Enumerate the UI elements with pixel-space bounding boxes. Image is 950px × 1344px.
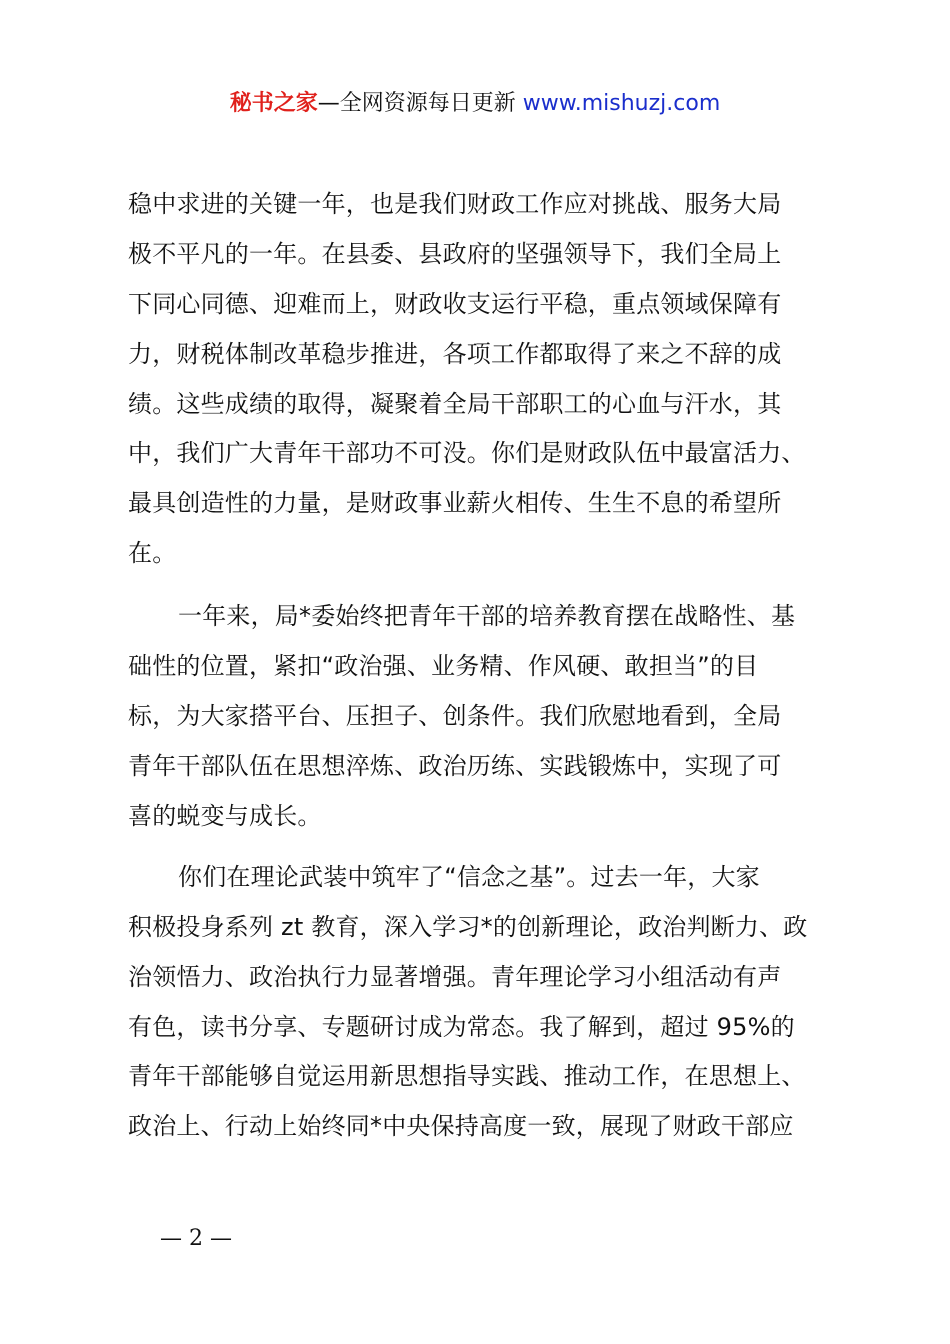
text-line: 积极投身系列 zt 教育，深入学习*的创新理论，政治判断力、政: [128, 913, 808, 941]
text-line: 础性的位置，紧扣“政治强、业务精、作风硬、敢担当”的目: [128, 652, 759, 680]
text-line: 有色，读书分享、专题研讨成为常态。我了解到，超过 95%的: [128, 1013, 795, 1041]
text-line: 在。: [128, 539, 177, 567]
text-line: 青年干部队伍在思想淬炼、政治历练、实践锻炼中，实现了可: [128, 752, 782, 780]
text-line: 中，我们广大青年干部功不可没。你们是财政队伍中最富活力、: [128, 439, 806, 467]
text-line: 治领悟力、政治执行力显著增强。青年理论学习小组活动有声: [128, 963, 782, 991]
text-line: 力，财税体制改革稳步推进，各项工作都取得了来之不辞的成: [128, 340, 782, 368]
text-line: 极不平凡的一年。在县委、县政府的坚强领导下，我们全局上: [128, 240, 782, 268]
text-line: 喜的蜕变与成长。: [128, 802, 322, 830]
text-line: 绩。这些成绩的取得，凝聚着全局干部职工的心血与汗水，其: [128, 390, 782, 418]
header-tagline: —全网资源每日更新: [317, 91, 523, 116]
text-line: 最具创造性的力量，是财政事业薪火相传、生生不息的希望所: [128, 489, 782, 517]
site-url[interactable]: www.mishuzj.com: [522, 91, 721, 116]
page-number: — 2 —: [160, 1226, 232, 1251]
paragraph-first-line: 你们在理论武装中筑牢了“信念之基”。过去一年，大家: [178, 863, 760, 891]
text-line: 下同心同德、迎难而上，财政收支运行平稳，重点领域保障有: [128, 290, 782, 318]
site-header: [0, 88, 950, 120]
text-line: 青年干部能够自觉运用新思想指导实践、推动工作，在思想上、: [128, 1062, 806, 1090]
text-line: 标，为大家搭平台、压担子、创条件。我们欣慰地看到，全局: [128, 702, 782, 730]
text-line: 稳中求进的关键一年，也是我们财政工作应对挑战、服务大局: [128, 190, 782, 218]
brand-name: 秘书之家: [229, 91, 318, 116]
paragraph-first-line: 一年来，局*委始终把青年干部的培养教育摆在战略性、基: [178, 602, 796, 630]
text-line: 政治上、行动上始终同*中央保持高度一致，展现了财政干部应: [128, 1112, 794, 1140]
